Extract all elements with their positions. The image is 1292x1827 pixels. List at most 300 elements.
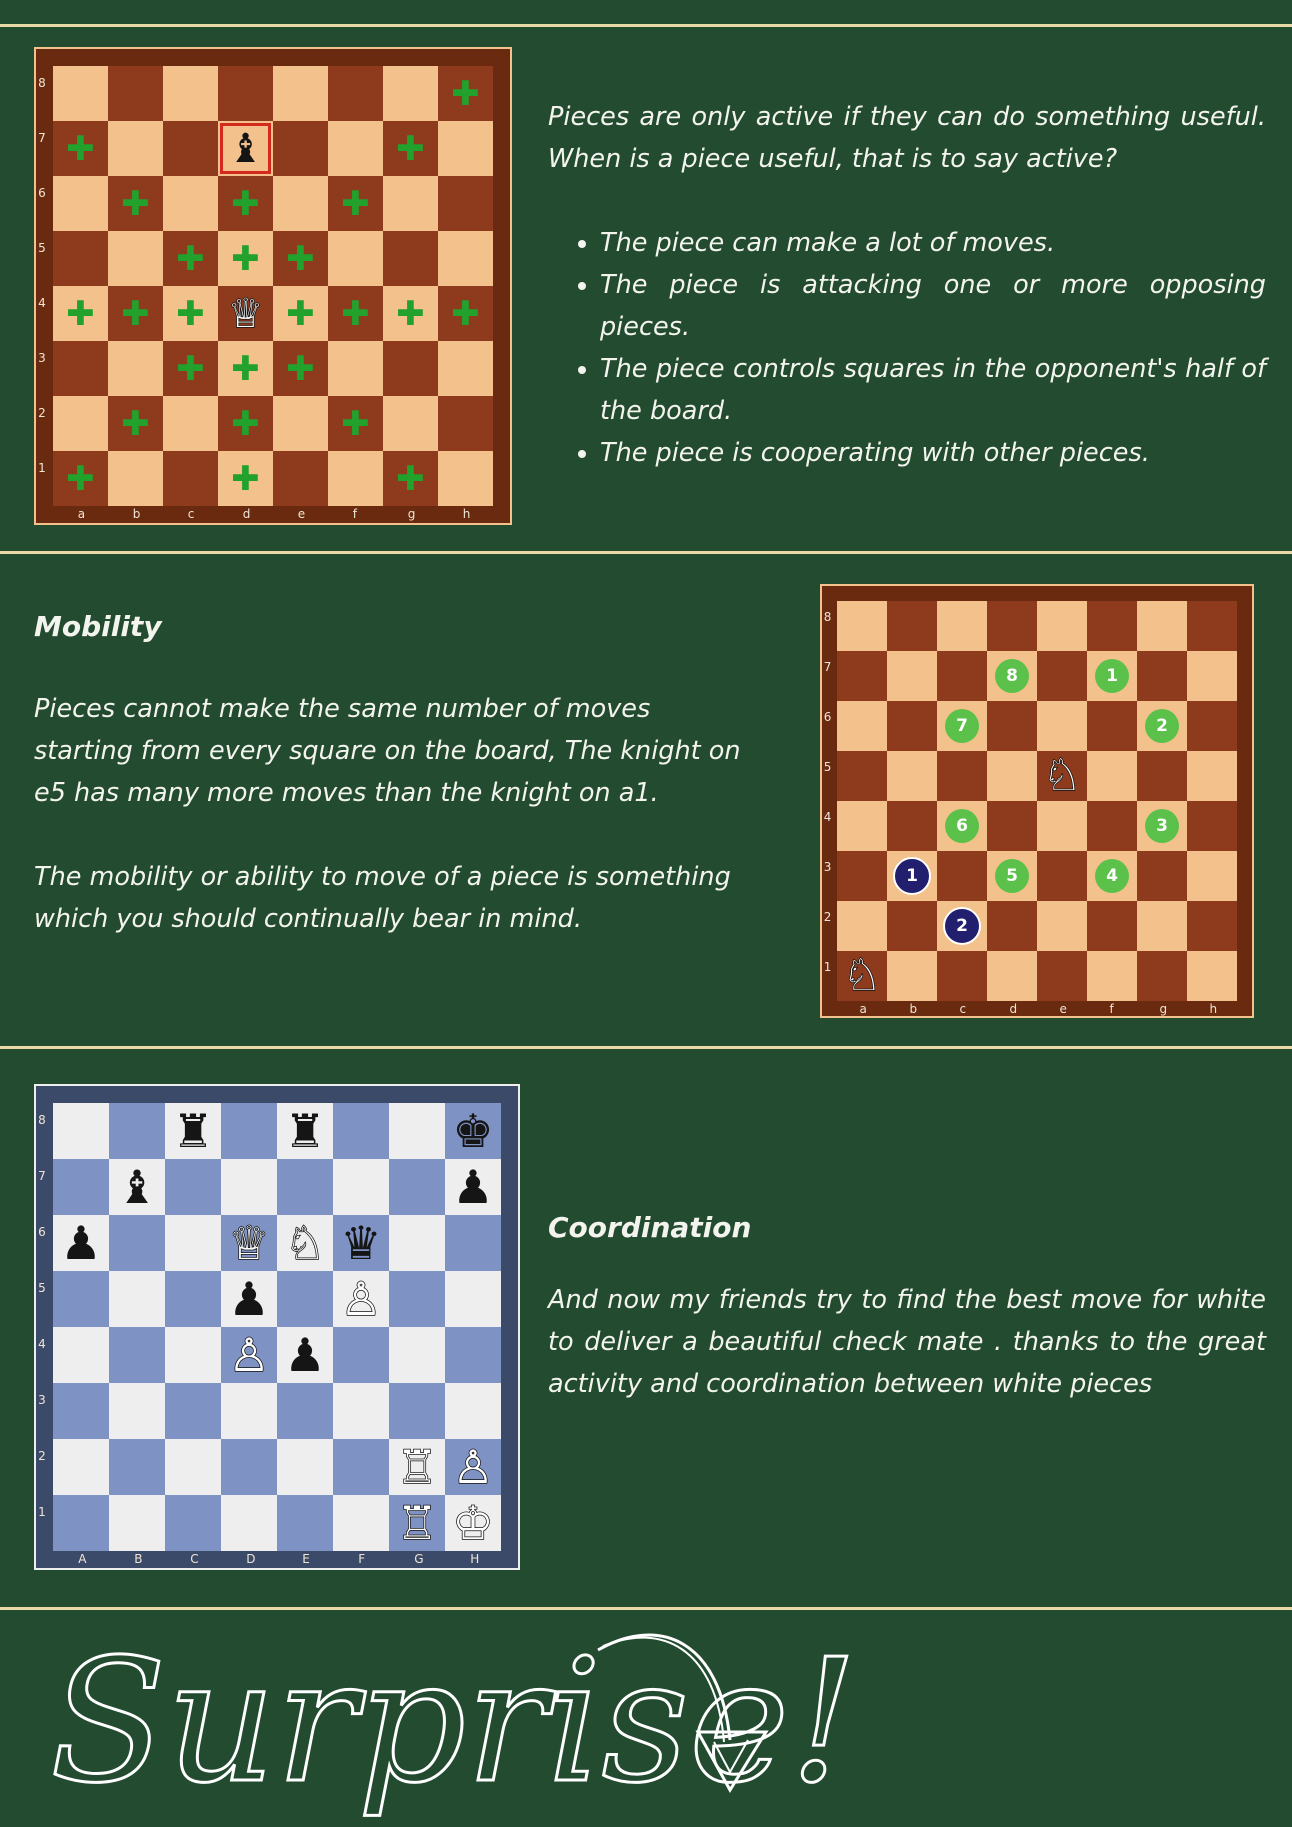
square-g8 [389, 1103, 445, 1159]
square-f6 [328, 176, 383, 231]
rank-label: 3 [38, 1393, 46, 1408]
divider-top [0, 24, 1292, 27]
square-a1 [837, 951, 887, 1001]
square-e4 [1037, 801, 1087, 851]
square-d3 [987, 851, 1037, 901]
square-f3 [328, 341, 383, 396]
square-b5 [887, 751, 937, 801]
rank-label: 2 [823, 910, 832, 924]
divider-2 [0, 1046, 1292, 1049]
square-g5 [1137, 751, 1187, 801]
activity-list [548, 222, 1266, 474]
square-g3 [383, 341, 438, 396]
control-plus-icon: ✚ [451, 73, 480, 114]
control-plus-icon: ✚ [451, 293, 480, 334]
file-label: H [470, 1552, 480, 1566]
file-label: a [77, 507, 86, 521]
square-h8 [1187, 601, 1237, 651]
rank-label: 8 [38, 1113, 46, 1128]
rank-label: 4 [38, 295, 46, 310]
square-f7 [333, 1159, 389, 1215]
square-a4 [837, 801, 887, 851]
square-b4 [108, 286, 163, 341]
square-c2 [165, 1439, 221, 1495]
rank-label: 7 [823, 660, 832, 674]
square-h3 [1187, 851, 1237, 901]
list-item: • The piece can make a lot of moves. [600, 222, 1266, 264]
chess-piece-f5: ♙ [340, 1272, 382, 1326]
move-number-badge: 2 [943, 907, 981, 945]
rank-label: 2 [38, 1449, 46, 1464]
list-item: • The piece controls squares in the opponent's half of the board. [600, 348, 1266, 432]
file-label: D [246, 1552, 256, 1566]
square-a2 [53, 396, 108, 451]
control-plus-icon: ✚ [286, 293, 315, 334]
square-h5 [445, 1271, 501, 1327]
square-c1 [165, 1495, 221, 1551]
list-item: • The piece is cooperating with other pieces. [600, 432, 1266, 474]
square-d4 [987, 801, 1037, 851]
square-d3 [218, 341, 273, 396]
square-d1 [221, 1495, 277, 1551]
rank-label: 1 [38, 460, 46, 475]
file-label: f [352, 507, 357, 521]
square-a7 [53, 121, 108, 176]
square-a1 [53, 451, 108, 506]
square-f4 [333, 1327, 389, 1383]
rank-label: 4 [38, 1337, 46, 1352]
square-a1 [53, 1495, 109, 1551]
square-f8 [1087, 601, 1137, 651]
square-d8 [987, 601, 1037, 651]
square-f4 [328, 286, 383, 341]
square-a3 [53, 341, 108, 396]
square-c7 [163, 121, 218, 176]
control-plus-icon: ✚ [231, 403, 260, 444]
square-e1 [277, 1495, 333, 1551]
rank-label: 1 [823, 960, 832, 974]
square-a8 [53, 1103, 109, 1159]
file-label: d [1009, 1002, 1018, 1016]
square-h7 [445, 1159, 501, 1215]
section-coordination-text [548, 1207, 1266, 1405]
square-e8 [273, 66, 328, 121]
square-a6 [53, 1215, 109, 1271]
chess-piece-f6: ♛ [340, 1216, 382, 1270]
square-h3 [438, 341, 493, 396]
square-g1 [389, 1495, 445, 1551]
square-c6 [163, 176, 218, 231]
square-a5 [837, 751, 887, 801]
section-mobility-text [34, 606, 754, 940]
chess-piece-e8: ♜ [284, 1104, 326, 1158]
control-plus-icon: ✚ [231, 183, 260, 224]
rank-label: 5 [38, 240, 46, 255]
control-plus-icon: ✚ [66, 458, 95, 499]
square-b2 [109, 1439, 165, 1495]
square-h5 [438, 231, 493, 286]
list-item: • The piece is attacking one or more opposing pieces. [600, 264, 1266, 348]
file-label: g [1159, 1002, 1168, 1016]
square-c8 [163, 66, 218, 121]
chessboard-queen-activity [34, 47, 512, 525]
square-b4 [109, 1327, 165, 1383]
rank-label: 2 [38, 405, 46, 420]
square-e4 [277, 1327, 333, 1383]
mobility-heading: Mobility [34, 610, 162, 643]
chess-piece-h2: ♙ [452, 1440, 494, 1494]
square-c8 [937, 601, 987, 651]
rank-label: 8 [823, 610, 832, 624]
rank-label: 7 [38, 130, 46, 145]
chessboard-knight-mobility [820, 584, 1254, 1018]
chess-piece-g2: ♖ [396, 1440, 438, 1494]
square-g8 [383, 66, 438, 121]
rank-label: 5 [823, 760, 832, 774]
chess-piece-d4: ♙ [228, 1328, 270, 1382]
curved-arrow-icon [590, 1620, 790, 1800]
square-d6 [987, 701, 1037, 751]
square-h1 [438, 451, 493, 506]
square-e6 [1037, 701, 1087, 751]
square-a3 [53, 1383, 109, 1439]
square-b8 [108, 66, 163, 121]
square-a8 [53, 66, 108, 121]
square-c1 [163, 451, 218, 506]
rank-label: 6 [38, 1225, 46, 1240]
square-e7 [1037, 651, 1087, 701]
file-label: B [134, 1552, 143, 1566]
chess-piece-d6: ♕ [228, 1216, 270, 1270]
file-label: c [959, 1002, 967, 1016]
square-e3 [277, 1383, 333, 1439]
square-a2 [53, 1439, 109, 1495]
square-d2 [221, 1439, 277, 1495]
move-number-badge: 2 [1145, 709, 1179, 743]
control-plus-icon: ✚ [231, 348, 260, 389]
intro-paragraph: Pieces are only active if they can do something useful. When is a piece useful, that is to say active? [548, 102, 1266, 174]
square-a7 [53, 1159, 109, 1215]
square-g4 [383, 286, 438, 341]
square-g8 [1137, 601, 1187, 651]
square-e5 [277, 1271, 333, 1327]
section-activity-text [548, 96, 1266, 474]
square-f4 [1087, 801, 1137, 851]
square-c5 [937, 751, 987, 801]
square-g7 [1137, 651, 1187, 701]
square-h8 [438, 66, 493, 121]
square-h7 [1187, 651, 1237, 701]
square-d4 [218, 286, 273, 341]
board-grid [837, 601, 1237, 1001]
chess-piece-b7: ♝ [116, 1160, 158, 1214]
square-d7 [218, 121, 273, 176]
square-f1 [333, 1495, 389, 1551]
control-plus-icon: ✚ [396, 128, 425, 169]
square-c6 [165, 1215, 221, 1271]
square-e1 [273, 451, 328, 506]
square-b1 [887, 951, 937, 1001]
file-label: e [297, 507, 306, 521]
file-label: g [407, 507, 416, 521]
square-d2 [987, 901, 1037, 951]
square-d7 [987, 651, 1037, 701]
square-g6 [389, 1215, 445, 1271]
chessboard-coordination-puzzle [34, 1084, 520, 1570]
board-grid [53, 1103, 501, 1551]
chess-piece-d5: ♟ [228, 1272, 270, 1326]
move-number-badge: 6 [945, 809, 979, 843]
square-h4 [445, 1327, 501, 1383]
square-b7 [108, 121, 163, 176]
control-plus-icon: ✚ [121, 403, 150, 444]
square-h6 [445, 1215, 501, 1271]
square-g2 [389, 1439, 445, 1495]
square-h4 [438, 286, 493, 341]
square-g7 [389, 1159, 445, 1215]
mobility-paragraph-2: The mobility or ability to move of a piece is something which you should continually bear in mind. [34, 862, 731, 934]
move-number-badge: 4 [1095, 859, 1129, 893]
square-e8 [277, 1103, 333, 1159]
square-e4 [273, 286, 328, 341]
square-d6 [221, 1215, 277, 1271]
control-plus-icon: ✚ [286, 238, 315, 279]
square-d5 [221, 1271, 277, 1327]
file-label: A [78, 1552, 87, 1566]
square-f5 [333, 1271, 389, 1327]
square-h6 [438, 176, 493, 231]
square-g4 [389, 1327, 445, 1383]
square-b2 [108, 396, 163, 451]
square-c2 [937, 901, 987, 951]
file-label: h [462, 507, 471, 521]
control-plus-icon: ✚ [176, 238, 205, 279]
coordination-paragraph: And now my friends try to find the best move for white to deliver a beautiful check mate . thanks to the great activity and coordination between white pieces [548, 1285, 1266, 1399]
square-a7 [837, 651, 887, 701]
square-c3 [165, 1383, 221, 1439]
square-h4 [1187, 801, 1237, 851]
chess-piece-h1: ♔ [452, 1496, 494, 1550]
surprise-lettering [40, 1595, 858, 1821]
square-d8 [221, 1103, 277, 1159]
chess-piece-g1: ♖ [396, 1496, 438, 1550]
square-d1 [218, 451, 273, 506]
move-number-badge: 5 [995, 859, 1029, 893]
square-e3 [1037, 851, 1087, 901]
chess-piece-h7: ♟ [452, 1160, 494, 1214]
square-f8 [328, 66, 383, 121]
square-e8 [1037, 601, 1087, 651]
control-plus-icon: ✚ [341, 183, 370, 224]
control-plus-icon: ✚ [176, 348, 205, 389]
square-f2 [333, 1439, 389, 1495]
chess-piece-a1: ♘ [842, 950, 882, 1001]
rank-label: 3 [38, 350, 46, 365]
square-e2 [277, 1439, 333, 1495]
square-e2 [273, 396, 328, 451]
square-d6 [218, 176, 273, 231]
square-c4 [165, 1327, 221, 1383]
square-g6 [383, 176, 438, 231]
square-c4 [937, 801, 987, 851]
square-e2 [1037, 901, 1087, 951]
move-number-badge: 1 [893, 857, 931, 895]
square-c2 [163, 396, 218, 451]
square-b3 [109, 1383, 165, 1439]
square-e3 [273, 341, 328, 396]
square-b2 [887, 901, 937, 951]
square-b8 [109, 1103, 165, 1159]
square-b8 [887, 601, 937, 651]
square-c5 [163, 231, 218, 286]
rank-label: 8 [38, 75, 46, 90]
square-e1 [1037, 951, 1087, 1001]
square-c7 [937, 651, 987, 701]
square-d5 [987, 751, 1037, 801]
file-label: e [1059, 1002, 1067, 1016]
square-e5 [273, 231, 328, 286]
square-f7 [1087, 651, 1137, 701]
move-number-badge: 1 [1095, 659, 1129, 693]
file-label: f [1109, 1002, 1114, 1016]
square-h2 [445, 1439, 501, 1495]
square-a6 [837, 701, 887, 751]
control-plus-icon: ✚ [121, 293, 150, 334]
square-c8 [165, 1103, 221, 1159]
square-f6 [1087, 701, 1137, 751]
square-g5 [389, 1271, 445, 1327]
rank-label: 5 [38, 1281, 46, 1296]
square-a2 [837, 901, 887, 951]
chess-piece-d7: ♝ [227, 125, 264, 172]
control-plus-icon: ✚ [231, 458, 260, 499]
mobility-paragraph-1: Pieces cannot make the same number of moves starting from every square on the board, The knight on e5 has many more moves than the knight on a1. [34, 694, 741, 808]
control-plus-icon: ✚ [66, 293, 95, 334]
square-g6 [1137, 701, 1187, 751]
square-g7 [383, 121, 438, 176]
board-grid [53, 66, 493, 506]
square-b6 [887, 701, 937, 751]
square-c1 [937, 951, 987, 1001]
rank-label: 7 [38, 1169, 46, 1184]
move-number-badge: 7 [945, 709, 979, 743]
control-plus-icon: ✚ [121, 183, 150, 224]
file-label: b [909, 1002, 918, 1016]
control-plus-icon: ✚ [396, 458, 425, 499]
square-g2 [383, 396, 438, 451]
square-e6 [273, 176, 328, 231]
square-d1 [987, 951, 1037, 1001]
move-number-badge: 3 [1145, 809, 1179, 843]
square-g4 [1137, 801, 1187, 851]
square-b6 [109, 1215, 165, 1271]
square-c6 [937, 701, 987, 751]
square-f2 [1087, 901, 1137, 951]
file-label: a [859, 1002, 867, 1016]
chess-piece-e5: ♘ [1042, 750, 1082, 801]
square-b6 [108, 176, 163, 231]
square-b1 [108, 451, 163, 506]
control-plus-icon: ✚ [286, 348, 315, 389]
highlight-frame [220, 123, 271, 174]
divider-1 [0, 551, 1292, 554]
square-h2 [1187, 901, 1237, 951]
square-e7 [273, 121, 328, 176]
square-d7 [221, 1159, 277, 1215]
rank-label: 4 [823, 810, 832, 824]
square-c3 [163, 341, 218, 396]
square-d5 [218, 231, 273, 286]
square-f7 [328, 121, 383, 176]
square-f2 [328, 396, 383, 451]
file-label: h [1209, 1002, 1218, 1016]
square-h1 [445, 1495, 501, 1551]
square-b4 [887, 801, 937, 851]
square-a4 [53, 286, 108, 341]
square-d8 [218, 66, 273, 121]
square-f3 [333, 1383, 389, 1439]
square-a4 [53, 1327, 109, 1383]
square-e6 [277, 1215, 333, 1271]
file-label: d [242, 507, 251, 521]
square-g2 [1137, 901, 1187, 951]
square-f1 [1087, 951, 1137, 1001]
control-plus-icon: ✚ [341, 403, 370, 444]
chess-piece-h8: ♚ [452, 1104, 494, 1158]
square-c7 [165, 1159, 221, 1215]
square-c5 [165, 1271, 221, 1327]
square-g1 [383, 451, 438, 506]
chess-piece-e6: ♘ [284, 1216, 326, 1270]
control-plus-icon: ✚ [341, 293, 370, 334]
square-g1 [1137, 951, 1187, 1001]
square-b5 [109, 1271, 165, 1327]
square-b3 [108, 341, 163, 396]
file-label: E [302, 1552, 310, 1566]
square-b1 [109, 1495, 165, 1551]
square-h2 [438, 396, 493, 451]
square-a5 [53, 231, 108, 286]
square-c3 [937, 851, 987, 901]
square-c4 [163, 286, 218, 341]
control-plus-icon: ✚ [231, 238, 260, 279]
surprise-text: Surprise! [50, 1623, 858, 1821]
rank-label: 3 [823, 860, 832, 874]
square-g3 [1137, 851, 1187, 901]
square-f5 [1087, 751, 1137, 801]
square-h8 [445, 1103, 501, 1159]
square-f1 [328, 451, 383, 506]
square-a5 [53, 1271, 109, 1327]
square-d2 [218, 396, 273, 451]
control-plus-icon: ✚ [176, 293, 205, 334]
square-b5 [108, 231, 163, 286]
square-f5 [328, 231, 383, 286]
square-b3 [887, 851, 937, 901]
square-b7 [109, 1159, 165, 1215]
square-h7 [438, 121, 493, 176]
square-d4 [221, 1327, 277, 1383]
square-g3 [389, 1383, 445, 1439]
square-a6 [53, 176, 108, 231]
file-label: c [187, 507, 195, 521]
square-f3 [1087, 851, 1137, 901]
move-number-badge: 8 [995, 659, 1029, 693]
square-f8 [333, 1103, 389, 1159]
square-h3 [445, 1383, 501, 1439]
file-label: G [414, 1552, 424, 1566]
control-plus-icon: ✚ [396, 293, 425, 334]
